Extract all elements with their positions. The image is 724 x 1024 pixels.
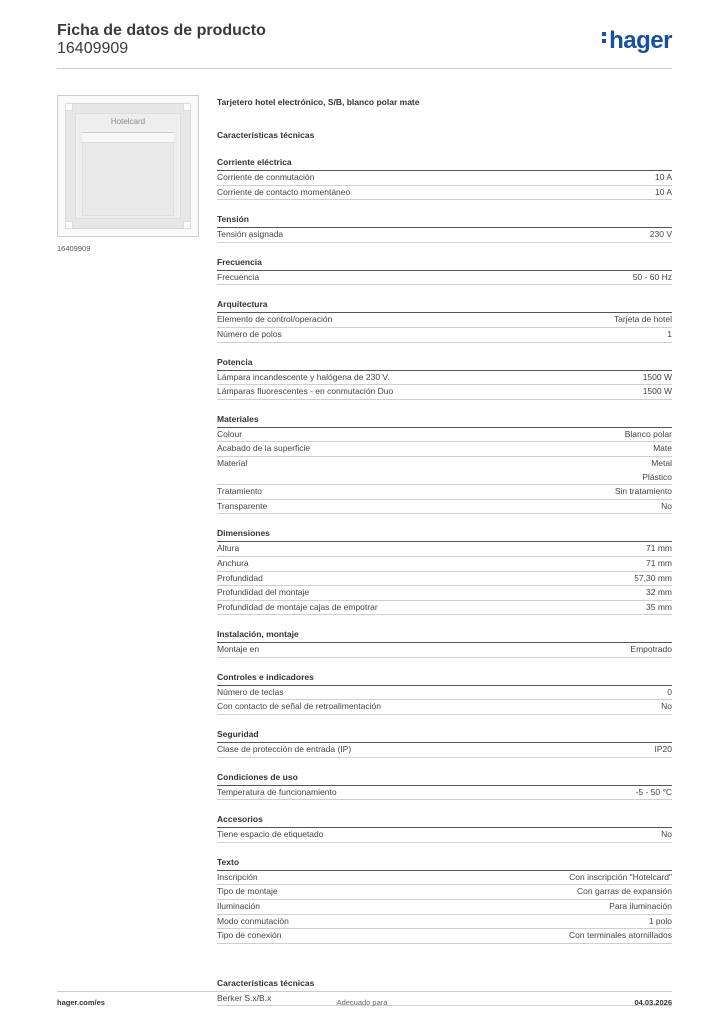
section-title: Seguridad — [217, 715, 672, 743]
spec-row — [217, 228, 672, 243]
spec-row — [217, 186, 672, 201]
spec-value: Para iluminación — [609, 901, 672, 912]
spec-row — [217, 786, 672, 801]
spec-row — [217, 485, 672, 500]
card-slot — [82, 132, 174, 142]
spec-value: 10 A — [654, 186, 672, 197]
spec-value: IP20 — [654, 744, 672, 755]
section-title: Tensión — [217, 200, 672, 228]
hotelcard-switch-image — [65, 103, 191, 229]
footer-date: 04.03.2026 — [634, 998, 672, 1007]
spec-value: Con garras de expansión — [577, 886, 672, 897]
spec-key: Corriente de contacto momentáneo — [217, 186, 351, 197]
spec-row — [217, 828, 672, 843]
page-title: Ficha de datos de producto — [57, 22, 266, 39]
section-title: Controles e indicadores — [217, 658, 672, 686]
spec-value: 71 mm — [646, 557, 672, 568]
spec-content — [217, 96, 672, 1006]
spec-value: No — [661, 829, 672, 840]
section-title: Frecuencia — [217, 243, 672, 271]
spec-value: Blanco polar — [624, 428, 672, 439]
spec-key: Profundidad del montaje — [217, 587, 310, 598]
spec-key: Material — [217, 457, 248, 468]
hager-logo[interactable] — [602, 27, 672, 55]
spec-key: Temperatura de funcionamiento — [217, 786, 337, 797]
spec-key: Modo conmutación — [217, 915, 289, 926]
spec-key: Altura — [217, 543, 240, 554]
spec-value: 1500 W — [642, 386, 672, 397]
spec-key: Montaje en — [217, 644, 260, 655]
spec-key: Tiene espacio de etiquetado — [217, 829, 324, 840]
spec-key: Berker S.x/B.x — [217, 992, 272, 1003]
spec-key: Número de polos — [217, 328, 282, 339]
spec-value: 57,30 mm — [634, 572, 672, 583]
spec-value: 1 polo — [648, 915, 672, 926]
spec-row — [217, 313, 672, 328]
section-title: Instalación, montaje — [217, 615, 672, 643]
spec-row — [217, 442, 672, 457]
spec-value: 71 mm — [646, 543, 672, 554]
spec-row — [217, 885, 672, 900]
spec-value: No — [661, 500, 672, 511]
spec-row — [217, 743, 672, 758]
spec-key: Número de teclas — [217, 686, 284, 697]
spec-value: Mate — [653, 443, 672, 454]
spec-key: Elemento de control/operación — [217, 314, 333, 325]
spec-key: Colour — [217, 428, 243, 439]
spec-key: Lámparas fluorescentes - en conmutación Duo — [217, 386, 394, 397]
spec-key: Acabado de la superficie — [217, 443, 311, 454]
spec-row — [217, 601, 672, 616]
section-title: Materiales — [217, 400, 672, 428]
spec-row — [217, 457, 672, 485]
section-title: Texto — [217, 843, 672, 871]
spec-row — [217, 385, 672, 400]
spec-key: Con contacto de señal de retroalimentación — [217, 701, 381, 712]
header-divider — [57, 68, 672, 69]
product-image — [57, 95, 199, 237]
spec-row — [217, 586, 672, 601]
spec-key: Clase de protección de entrada (IP) — [217, 744, 352, 755]
spec-value: Empotrado — [630, 644, 672, 655]
spec-row — [217, 929, 672, 944]
spec-value: 0 — [667, 686, 672, 697]
spec-key: Tratamiento — [217, 486, 263, 497]
spec-value: Metal Plástico — [642, 457, 672, 482]
spec-key: Tensión asignada — [217, 229, 284, 240]
spec-row — [217, 428, 672, 443]
spec-row — [217, 900, 672, 915]
card-face — [82, 142, 174, 216]
spec-row — [217, 572, 672, 587]
page-header — [57, 22, 266, 58]
spec-row — [217, 643, 672, 658]
section-title: Características técnicas — [217, 964, 672, 992]
spec-value: Tarjeta de hotel — [613, 314, 672, 325]
logo-text: hager — [609, 27, 672, 54]
spec-key: Transparente — [217, 500, 268, 511]
spec-value: 50 - 60 Hz — [632, 271, 672, 282]
spec-value: -5 - 50 °C — [635, 786, 672, 797]
image-caption: 16409909 — [57, 244, 91, 253]
spec-sections — [217, 143, 672, 944]
spec-value: 1 — [667, 328, 672, 339]
product-code: 16409909 — [57, 40, 129, 57]
section-title: Arquitectura — [217, 285, 672, 313]
spec-row — [217, 542, 672, 557]
spec-value: 32 mm — [646, 587, 672, 598]
hotelcard-label: Hotelcard — [110, 117, 146, 126]
spec-value: 10 A — [654, 172, 672, 182]
spec-key: Anchura — [217, 557, 249, 568]
spec-key: Corriente de conmutación — [217, 172, 315, 182]
spec-row — [217, 557, 672, 572]
section-title: Condiciones de uso — [217, 758, 672, 786]
spec-row — [217, 371, 672, 386]
footer-suitable-for: Adecuado para — [336, 998, 388, 1007]
spec-key: Profundidad — [217, 572, 263, 583]
spec-key: Tipo de conexión — [217, 930, 282, 941]
section-title: Potencia — [217, 343, 672, 371]
spec-key: Iluminación — [217, 901, 260, 912]
spec-value: 1500 W — [642, 371, 672, 382]
footer-website[interactable]: hager.com/es — [57, 998, 105, 1007]
spec-row — [217, 915, 672, 930]
spec-row — [217, 700, 672, 715]
section-title: Accesorios — [217, 800, 672, 828]
spec-row — [217, 871, 672, 886]
spec-row — [217, 328, 672, 343]
spec-value: 230 V — [649, 229, 672, 240]
section-title: Corriente eléctrica — [217, 143, 672, 171]
spec-row — [217, 686, 672, 701]
footer-divider — [57, 991, 672, 992]
spec-key: Profundidad de montaje cajas de empotrar — [217, 601, 378, 612]
section-title: Dimensiones — [217, 514, 672, 542]
main-heading: Características técnicas — [217, 130, 315, 140]
spec-key: Lámpara incandescente y halógena de 230 V. — [217, 371, 390, 382]
spec-value: 35 mm — [646, 601, 672, 612]
spec-value: Con inscripción "Hotelcard" — [569, 871, 672, 882]
spec-value: Sin tratamiento — [614, 486, 672, 497]
spec-value: No — [661, 701, 672, 712]
product-name: Tarjetero hotel electrónico, S/B, blanco polar mate — [217, 97, 420, 107]
spec-row — [217, 271, 672, 286]
spec-key: Tipo de montaje — [217, 886, 278, 897]
spec-key: Frecuencia — [217, 271, 260, 282]
spec-row — [217, 171, 672, 186]
spec-key: Inscripción — [217, 871, 258, 882]
spec-row — [217, 500, 672, 515]
logo-dots-icon — [602, 29, 607, 46]
spec-value: Con terminales atornillados — [569, 930, 672, 941]
